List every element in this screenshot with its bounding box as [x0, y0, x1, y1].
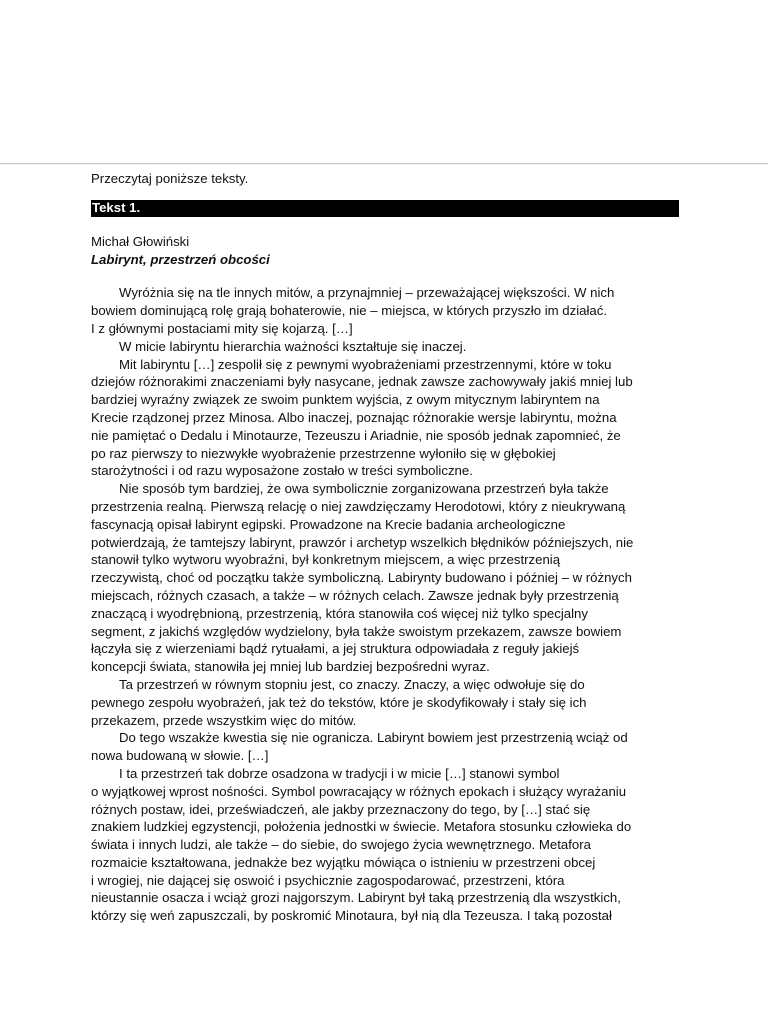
text-line: fascynacją opisał labirynt egipski. Prowadzone na Krecie badania archeologiczne [91, 516, 566, 532]
text-line: przestrzenia realną. Pierwszą relację o niej zawdzięczamy Herodotowi, który z nieukrywaną [91, 498, 626, 514]
text-line: znaczącą i wyodrębnioną, przestrzenią, która stanowiła coś więcej niż tylko specjalny [91, 605, 588, 621]
document-page [91, 170, 679, 925]
text-line: nowa budowaną w słowie. […] [91, 748, 269, 764]
text-line: o wyjątkowej wprost nośności. Symbol powracający w różnych epokach i służący wyrażaniu [91, 783, 627, 799]
instruction-text: Przeczytaj poniższe teksty. [91, 171, 249, 186]
text-line: znakiem ludzkiej egzystencji, położenia jednostki w świecie. Metafora stosunku człowieka do [91, 819, 632, 835]
text-line: Nie sposób tym bardziej, że owa symbolicznie zorganizowana przestrzeń była także [119, 481, 609, 497]
text-line: łączyła się z wierzeniami bądź rytuałami, a jej struktura odpowiadała z reguły jakiejś [91, 641, 580, 657]
text-line: Krecie rządzonej przez Minosa. Albo inaczej, poznając różnorakie wersje labiryntu, można [91, 409, 617, 425]
text-line: nieustannie osacza i wciąż grozi najgorszym. Labirynt był taką przestrzenią dla wszystkich, [91, 890, 621, 906]
text-line: starożytności i od razu wyposażone zostało w treści symboliczne. [91, 463, 473, 479]
text-title: Labirynt, przestrzeń obcości [91, 251, 270, 267]
text-line: I ta przestrzeń tak dobrze osadzona w tradycji i w micie […] stanowi symbol [119, 765, 560, 781]
text-line: Mit labiryntu […] zespolił się z pewnymi wyobrażeniami przestrzennymi, które w toku [119, 356, 612, 372]
text-line: Wyróżnia się na tle innych mitów, a przynajmniej – przeważającej większości. W nich [119, 285, 615, 301]
text-line: różnych postaw, idei, przeświadczeń, ale jakby przeznaczony do tego, by […] stać się [91, 801, 591, 817]
text-line: I z głównymi postaciami mity się kojarzą. […] [91, 320, 353, 336]
text-line: segment, z jakichś względów wydzielony, była także swoistym przekazem, zawsze bowiem [91, 623, 622, 639]
text-line: rzeczywistą, choć od początku także symboliczną. Labirynty budowano i później – w różnych [91, 570, 632, 586]
text-line: nie pamiętać o Dedalu i Minotaurze, Tezeuszu i Ariadnie, nie sposób jednak zapomnieć, że [91, 427, 621, 443]
text-line: dziejów różnorakimi znaczeniami były nasycane, jednak zawsze zachowywały jakiś mniej lub [91, 374, 633, 390]
text-line: świata i innych ludzi, ale także – do siebie, do swojego życia wewnętrznego. Metafora [91, 837, 591, 853]
text-line: i wrogiej, nie dającej się oswoić i psychicznie zagospodarować, przestrzeni, która [91, 872, 565, 888]
text-line: Ta przestrzeń w równym stopniu jest, co znaczy. Znaczy, a więc odwołuje się do [119, 676, 585, 692]
text-line: rozmaicie kształtowana, jednakże bez wyjątku mówiąca o istnieniu w przestrzeni obcej [91, 854, 596, 870]
text-line: pewnego zespołu wyobrażeń, jak też do tekstów, które je skodyfikowały i stały się ich [91, 694, 587, 710]
text-line: W micie labiryntu hierarchia ważności kształtuje się inaczej. [119, 338, 467, 354]
text-line: przekazem, przede wszystkim więc do mitów. [91, 712, 357, 728]
text-line: potwierdzają, że tamtejszy labirynt, prawzór i archetyp wszelkich błędników późniejszych, nie [91, 534, 634, 550]
text-line: po raz pierwszy to niezwykłe wyobrażenie przestrzenne wyłoniło się w głębokiej [91, 445, 556, 461]
text-line: którzy się weń zapuszczali, by poskromić Minotaura, był nią dla Tezeusza. I taką pozostał [91, 908, 612, 924]
body-text [91, 284, 679, 925]
text-line: miejscach, różnych czasach, a także – w różnych celach. Zawsze jednak były przestrzenią [91, 587, 619, 603]
text-line: koncepcji świata, stanowiła jej mniej lub bardziej bezpośredni wyraz. [91, 659, 490, 675]
page-divider [0, 163, 768, 164]
text-section-label: Tekst 1. [92, 199, 141, 215]
text-line: stanowił tylko wytworu wyobraźni, był konkretnym miejscem, a więc przestrzenią [91, 552, 561, 568]
text-line: bardziej wyraźny związek ze swoim punktem wyjścia, z owym mitycznym labiryntem na [91, 392, 600, 408]
author-name: Michał Głowiński [91, 233, 190, 249]
text-section-header [91, 200, 679, 217]
text-line: bowiem dominującą rolę grają bohaterowie, nie – miejsca, w których przyszło im działać. [91, 303, 607, 319]
text-line: Do tego wszakże kwestia się nie ogranicza. Labirynt bowiem jest przestrzenią wciąż od [119, 730, 628, 746]
